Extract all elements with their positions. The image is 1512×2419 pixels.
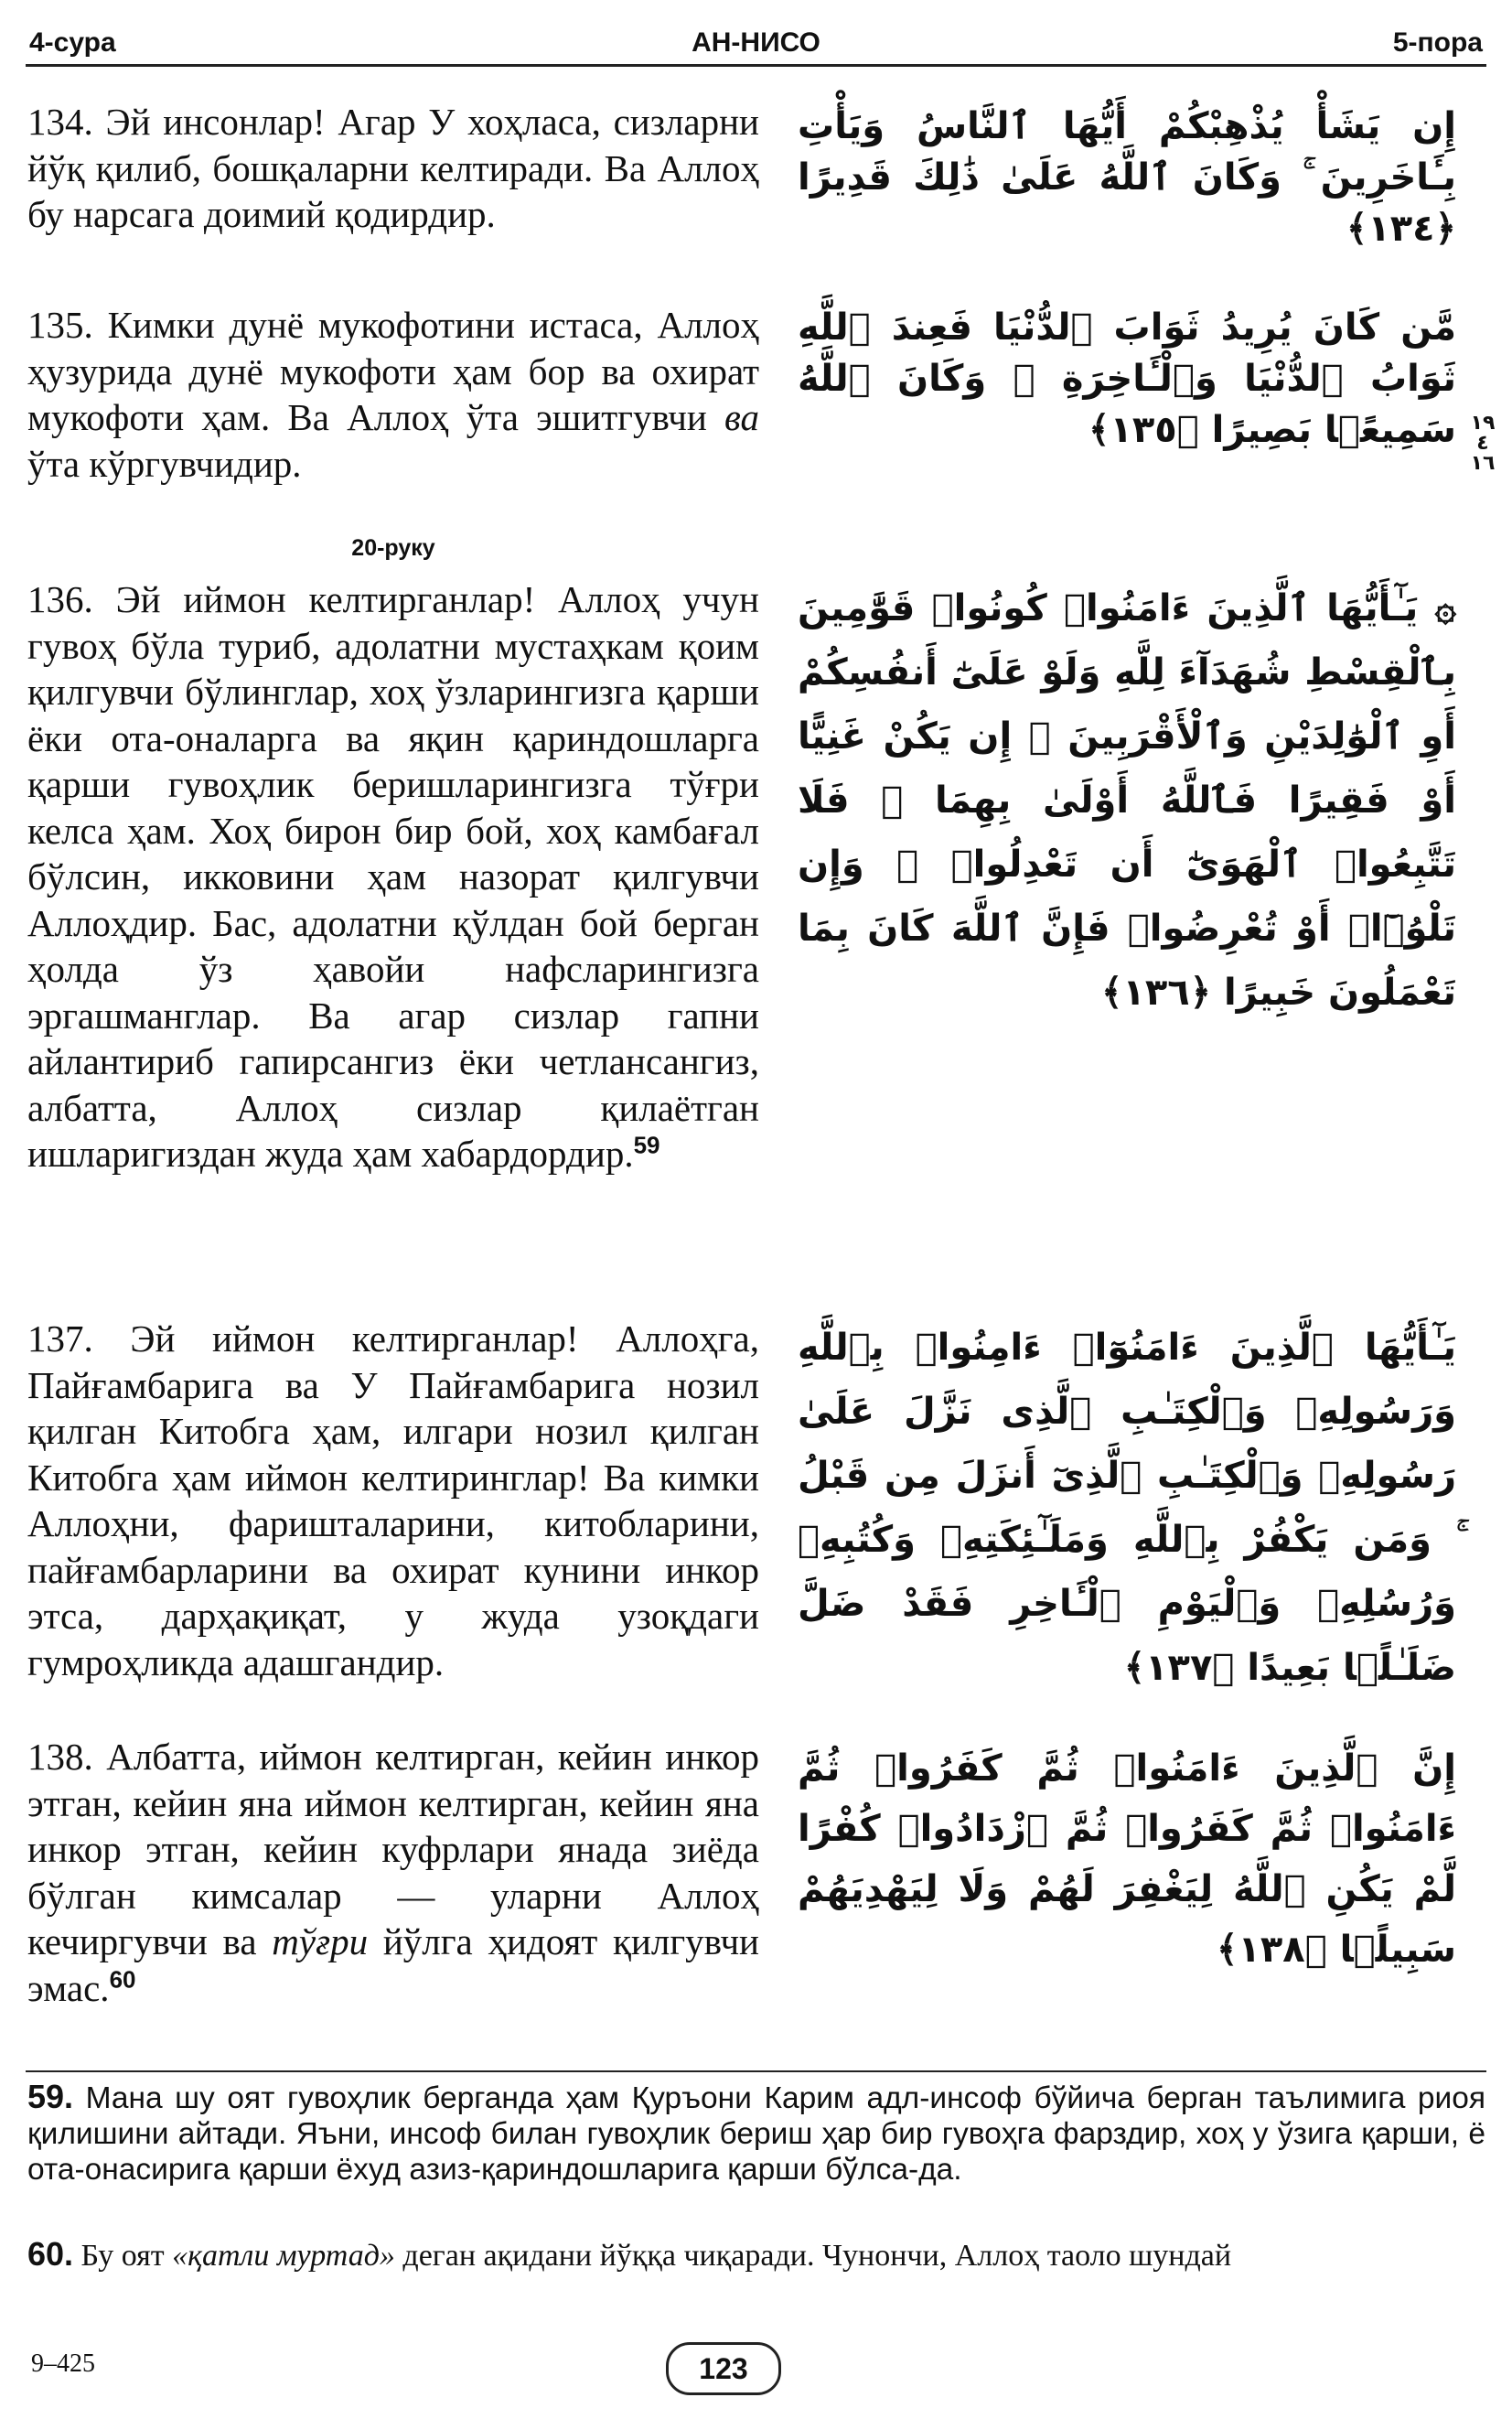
page-number: 123 xyxy=(666,2342,781,2395)
verse-134-arabic: إِن يَشَأْ يُذْهِبْكُمْ أَيُّهَا ٱلنَّاسُ وَيَأْتِ بِـَٔاخَرِينَ ۚ وَكَانَ ٱللَّهُ عَلَىٰ ذَٰلِكَ قَدِيرًا ﴿١٣٤﴾ xyxy=(798,105,1456,250)
verse-135-arabic: مَّن كَانَ يُرِيدُ ثَوَابَ ٱلدُّنْيَا فَعِندَ ٱللَّهِ ثَوَابُ ٱلدُّنْيَا وَٱلْـَٔاخِرَةِ ۚ وَكَانَ ٱللَّهُ سَمِيعًۢا بَصِيرًا ﴿١٣٥﴾ xyxy=(798,306,1456,451)
footnote-59: 59. Мана шу оят гувоҳлик берганда ҳам Қуръони Карим адл-инсоф бўйича берган таълимига риоя қилишини айтади. Яъни, инсоф билан гувоҳлик бериш ҳар бир гувоҳга фарздир, хоҳ у ўзига қарши, ё ота-онасирига қарши ёхуд азиз-қариндошларига қарши бўлса-да. xyxy=(27,2078,1485,2187)
verse-137-arabic: يَـٰٓأَيُّهَا ٱلَّذِينَ ءَامَنُوٓا۟ ءَامِنُوا۟ بِٱللَّهِ وَرَسُولِهِۦ وَٱلْكِتَـٰبِ ٱلَّذِى نَزَّلَ عَلَىٰ رَسُولِهِۦ وَٱلْكِتَـٰبِ ٱلَّذِىٓ أَنزَلَ مِن قَبْلُ ۚ وَمَن يَكْفُرْ بِٱللَّهِ وَمَلَـٰٓئِكَتِهِۦ وَكُتُبِهِۦ وَرُسُلِهِۦ وَٱلْيَوْمِ ٱلْـَٔاخِرِ فَقَدْ ضَلَّ ضَلَـٰلًۢا بَعِيدًا ﴿١٣٧﴾ xyxy=(798,1327,1456,1689)
verse-138-arabic: إِنَّ ٱلَّذِينَ ءَامَنُوا۟ ثُمَّ كَفَرُوا۟ ثُمَّ ءَامَنُوا۟ ثُمَّ كَفَرُوا۟ ثُمَّ ٱزْدَادُوا۟ كُفْرًا لَّمْ يَكُنِ ٱللَّهُ لِيَغْفِرَ لَهُمْ وَلَا لِيَهْدِيَهُمْ سَبِيلًۢا ﴿١٣٨﴾ xyxy=(798,1747,1456,1971)
surah-number: 4-сура xyxy=(29,27,116,58)
ruku-label: 20-руку xyxy=(351,535,435,561)
verse-137-translation: 137. Эй иймон келтирганлар! Аллоҳга, Пайғамбарига ва У Пайғамбарига нозил қилган Китобга ҳам, илгари нозил қилган Китобга ҳам иймон келтиринглар! Ва кимки Аллоҳни, фаришталарини, китобларини, пайғамбарларини ва охират кунини инкор этса, дарҳақиқат, у жуда узоқдаги гумроҳликда адашгандир. xyxy=(27,1317,759,1683)
italic-word: ва xyxy=(724,396,759,438)
footnote-ref-59: 59 xyxy=(633,1131,660,1159)
italic-word: тўғри xyxy=(272,1920,369,1962)
page-header xyxy=(26,16,1486,67)
verse-136-arabic: ۞ يَـٰٓأَيُّهَا ٱلَّذِينَ ءَامَنُوا۟ كُونُوا۟ قَوَّٰمِينَ بِٱلْقِسْطِ شُهَدَآءَ لِلَّهِ وَلَوْ عَلَىٰٓ أَنفُسِكُمْ أَوِ ٱلْوَٰلِدَيْنِ وَٱلْأَقْرَبِينَ ۚ إِن يَكُنْ غَنِيًّا أَوْ فَقِيرًا فَٱللَّهُ أَوْلَىٰ بِهِمَا ۖ فَلَا تَتَّبِعُوا۟ ٱلْهَوَىٰٓ أَن تَعْدِلُوا۟ ۚ وَإِن تَلْوُۥٓا۟ أَوْ تُعْرِضُوا۟ فَإِنَّ ٱللَّهَ كَانَ بِمَا تَعْمَلُونَ خَبِيرًا ﴿١٣٦﴾ xyxy=(798,587,1456,1014)
verse-134-translation: 134. Эй инсонлар! Агар У хоҳласа, сизларни йўқ қилиб, бошқаларни келтиради. Ва Аллоҳ бу нарсага доимий қодирдир. xyxy=(27,101,759,235)
verse-135-translation: 135. Кимки дунё мукофотини истаса, Аллоҳ ҳузурида дунё мукофоти ҳам бор ва охират мукофоти ҳам. Ва Аллоҳ ўта эшитгувчи ва ўта кўргувчидир. xyxy=(27,304,759,485)
verse-136-translation: 136. Эй иймон келтирганлар! Аллоҳ учун гувоҳ бўла туриб, адолатни мустаҳкам қоим қилгувчи бўлинглар, хоҳ ўзларингизга қарши ёки ота-оналарга ва яқин қариндошларга қарши гувоҳлик беришларингизга тўғри келса ҳам. Хоҳ бирон бир бой, хоҳ камбағал бўлсин, икковини ҳам назорат қилгувчи Аллоҳдир. Бас, адолатни қўлдан бой берган ҳолда ўз ҳавойи нафсларингизга эргашманглар. Ва агар сизлар гапни айлантириб гапирсангиз ёки четлансангиз, албатта, Аллоҳ сизлар қилаётган ишларигиздан жуда ҳам хабардордир.$^{59}$ xyxy=(27,578,759,1175)
print-signature: 9–425 xyxy=(31,2349,95,2378)
juz-number: 5-пора xyxy=(1392,27,1483,58)
footnote-ref-60: 60 xyxy=(109,1964,136,1993)
juz-marker: ١٩ ٤ ١٦ xyxy=(1470,412,1496,475)
surah-title: АН-НИСО xyxy=(692,27,820,58)
verse-138-translation: 138. Албатта, иймон келтирган, кейин инкор этган, кейин яна иймон келтирган, кейин яна инкор этган, кейин куфрлари янада зиёда бўлган кимсалар — уларни Аллоҳ кечиргувчи ва тўғри йўлга ҳидоят қилгувчи эмас.$^{60}$ xyxy=(27,1736,760,2009)
footnote-60: 60. Бу оят «қатли муртад» деган ақидани йўққа чиқаради. Чунончи, Аллоҳ таоло шундай xyxy=(27,2235,1232,2273)
footnote-divider xyxy=(26,2070,1486,2072)
